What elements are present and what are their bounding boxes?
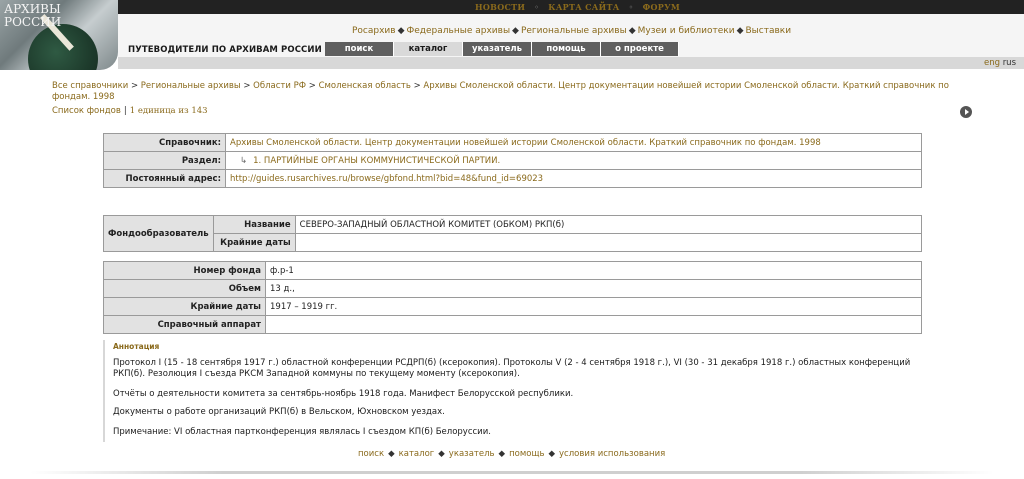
label-permalink: Постоянный адрес: xyxy=(104,170,226,188)
table-row xyxy=(104,152,922,170)
breadcrumb-regions[interactable]: Области РФ xyxy=(253,81,307,91)
bullet-separator: ◆ xyxy=(628,26,636,36)
footer-divider xyxy=(30,471,994,474)
archive-nav-regional[interactable]: Региональные архивы xyxy=(520,26,627,36)
value-fund-number: ф.р-1 xyxy=(266,262,922,280)
breadcrumb-guide[interactable]: Архивы Смоленской области. Центр документации новейшей истории Смоленской области. Краткий справочник по фондам. 1998 xyxy=(52,81,949,102)
footer-search[interactable]: поиск xyxy=(358,449,385,459)
fund-creator-table xyxy=(103,215,922,252)
site-logo[interactable] xyxy=(0,0,118,70)
section-link[interactable]: 1. ПАРТИЙНЫЕ ОРГАНЫ КОММУНИСТИЧЕСКОЙ ПАРТИИ. xyxy=(253,155,501,166)
value-reference xyxy=(266,316,922,334)
label-guide: Справочник: xyxy=(104,134,226,152)
fund-list-nav xyxy=(52,106,208,116)
archive-nav xyxy=(352,26,791,36)
value-guide xyxy=(226,134,922,152)
table-row xyxy=(104,262,922,280)
value-creator-dates xyxy=(295,234,921,252)
top-nav-sitemap[interactable]: КАРТА САЙТА xyxy=(548,2,620,12)
table-row xyxy=(104,280,922,298)
table-row xyxy=(104,298,922,316)
bullet-separator: ◆ xyxy=(548,449,556,459)
archive-nav-museums[interactable]: Музеи и библиотеки xyxy=(637,26,735,36)
fund-list-sep: | xyxy=(123,106,127,116)
label-reference: Справочный аппарат xyxy=(104,316,266,334)
logo-line-2: РОССИИ xyxy=(4,15,62,29)
bullet-separator: ◆ xyxy=(388,449,395,459)
tab-help[interactable]: помощь xyxy=(532,42,601,56)
footer-nav xyxy=(358,449,665,459)
breadcrumb-sep: > xyxy=(243,81,251,91)
footer-terms[interactable]: условия использования xyxy=(559,449,666,459)
fund-details-table xyxy=(103,261,922,334)
sundial-icon xyxy=(28,24,98,70)
top-nav-forum[interactable]: ФОРУМ xyxy=(642,2,681,12)
tab-about[interactable]: о проекте xyxy=(601,42,679,56)
breadcrumb-all[interactable]: Все справочники xyxy=(52,81,129,91)
breadcrumb-sep: > xyxy=(413,81,421,91)
label-dates: Крайние даты xyxy=(104,298,266,316)
table-row xyxy=(104,134,922,152)
top-nav-separator: ◦ xyxy=(534,3,540,12)
annotation-paragraph-2: Отчёты о деятельности комитета за сентябрь-ноябрь 1918 года. Манифест Белорусской республики. xyxy=(113,389,574,399)
value-name: СЕВЕРО-ЗАПАДНЫЙ ОБЛАСТНОЙ КОМИТЕТ (ОБКОМ) РКП(б) xyxy=(295,216,921,234)
label-section: Раздел: xyxy=(104,152,226,170)
footer-index[interactable]: указатель xyxy=(448,449,495,459)
value-section xyxy=(226,152,922,170)
label-volume: Объем xyxy=(104,280,266,298)
footer-catalog[interactable]: каталог xyxy=(398,449,435,459)
label-fund-number: Номер фонда xyxy=(104,262,266,280)
permalink-link[interactable]: http://guides.rusarchives.ru/browse/gbfond.html?bid=48&fund_id=69023 xyxy=(230,173,544,184)
bullet-separator: ◆ xyxy=(438,449,445,459)
breadcrumb xyxy=(52,81,977,103)
tab-index[interactable]: указатель xyxy=(463,42,532,56)
annotation-title: Аннотация xyxy=(113,342,160,351)
table-row xyxy=(104,216,922,234)
table-row xyxy=(104,170,922,188)
breadcrumb-sep: > xyxy=(308,81,316,91)
archive-nav-rosarchiv[interactable]: Росархив xyxy=(352,26,396,36)
archive-nav-exhibitions[interactable]: Выставки xyxy=(745,26,792,36)
value-volume: 13 д., xyxy=(266,280,922,298)
bullet-separator: ◆ xyxy=(512,26,519,36)
guide-info-table xyxy=(103,133,922,188)
guide-link[interactable]: Архивы Смоленской области. Центр документации новейшей истории Смоленской области. Краткий справочник по фондам. 1998 xyxy=(230,137,821,148)
annotation-paragraph-3: Документы о работе организаций РКП(б) в Вельском, Юхновском уездах. xyxy=(113,407,445,417)
tab-catalog[interactable]: каталог xyxy=(394,42,463,56)
fund-count: 1 единица из 143 xyxy=(129,106,208,116)
top-nav xyxy=(475,2,680,12)
bullet-separator: ◆ xyxy=(397,26,405,36)
label-creator-dates: Крайние даты xyxy=(213,234,295,252)
bullet-separator: ◆ xyxy=(736,26,744,36)
subsection-arrow-icon: ↳ xyxy=(240,155,248,166)
lang-rus[interactable]: rus xyxy=(1002,58,1016,68)
table-row xyxy=(104,234,922,252)
annotation-paragraph-1: Протокол I (15 - 18 сентября 1917 г.) областной конференции РСДРП(б) (ксерокопия). Протоколы V (2 - 4 сентября 1918 г.), VI (30 - 31 декабря 1918 г.) областных конференций РКП(б). Резолюция I съезда РКСМ Западной коммуны по текущему моменту (ксерокопия). xyxy=(113,358,911,379)
value-dates: 1917 – 1919 гг. xyxy=(266,298,922,316)
guide-title: ПУТЕВОДИТЕЛИ ПО АРХИВАМ РОССИИ xyxy=(128,45,322,55)
language-bar xyxy=(118,57,1024,69)
breadcrumb-regional[interactable]: Региональные архивы xyxy=(140,81,241,91)
value-permalink xyxy=(226,170,922,188)
top-nav-separator: ◦ xyxy=(628,3,634,12)
label-fund-creator: Фондообразователь xyxy=(104,216,214,252)
tab-search[interactable]: поиск xyxy=(325,42,394,56)
top-nav-news[interactable]: НОВОСТИ xyxy=(475,2,526,12)
annotation-block xyxy=(103,340,924,442)
logo-title xyxy=(4,3,61,29)
language-switch xyxy=(984,58,1016,68)
fund-list-link[interactable]: Список фондов xyxy=(52,106,121,116)
archive-nav-federal[interactable]: Федеральные архивы xyxy=(406,26,511,36)
label-name: Название xyxy=(213,216,295,234)
annotation-paragraph-4: Примечание: VI областная партконференция являлась I съездом КП(б) Белоруссии. xyxy=(113,427,491,437)
breadcrumb-smolensk[interactable]: Смоленская область xyxy=(318,81,411,91)
logo-line-1: АРХИВЫ xyxy=(4,2,61,16)
table-row xyxy=(104,316,922,334)
lang-eng[interactable]: eng xyxy=(983,58,1000,68)
next-arrow-icon[interactable] xyxy=(960,106,972,118)
bullet-separator: ◆ xyxy=(498,449,506,459)
footer-help[interactable]: помощь xyxy=(509,449,545,459)
breadcrumb-sep: > xyxy=(130,81,139,91)
